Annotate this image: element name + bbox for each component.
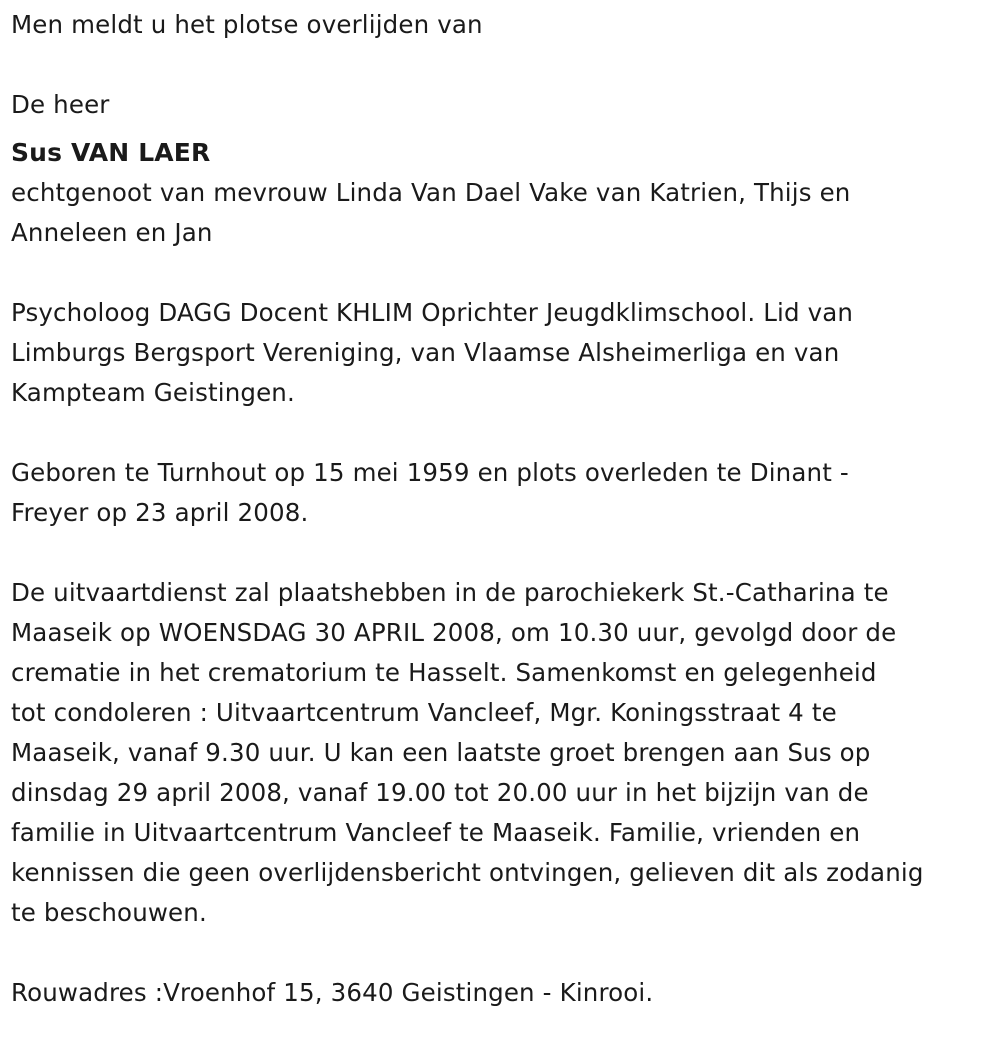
birth-death-line: Geboren te Turnhout op 15 mei 1959 en plots overleden te Dinant - [11, 458, 849, 487]
intro-text: Men meldt u het plotse overlijden van [11, 10, 483, 39]
funeral-line: De uitvaartdienst zal plaatshebben in de parochiekerk St.-Catharina te [11, 578, 889, 607]
funeral-line: kennissen die geen overlijdensbericht ontvingen, gelieven dit als zodanig [11, 858, 924, 887]
funeral-line: tot condoleren : Uitvaartcentrum Vancleef, Mgr. Koningsstraat 4 te [11, 698, 837, 727]
funeral-line: te beschouwen. [11, 898, 207, 927]
profession-line: Psycholoog DAGG Docent KHLIM Oprichter Jeugdklimschool. Lid van [11, 298, 854, 327]
family-line: echtgenoot van mevrouw Linda Van Dael Vake van Katrien, Thijs en [11, 178, 851, 207]
birth-death-paragraph [11, 453, 986, 533]
spacer [11, 125, 986, 133]
funeral-line: dinsdag 29 april 2008, vanaf 19.00 tot 20.00 uur in het bijzijn van de [11, 778, 869, 807]
title-prefix: De heer [11, 90, 110, 119]
deceased-name: Sus VAN LAER [11, 138, 211, 167]
birth-death-line: Freyer op 23 april 2008. [11, 498, 309, 527]
spacer [11, 933, 986, 973]
spacer [11, 45, 986, 85]
funeral-line: Maaseik, vanaf 9.30 uur. U kan een laatste groet brengen aan Sus op [11, 738, 871, 767]
funeral-paragraph [11, 573, 986, 933]
funeral-line: Maaseik op WOENSDAG 30 APRIL 2008, om 10.30 uur, gevolgd door de [11, 618, 897, 647]
death-notice [11, 5, 986, 1013]
family-paragraph [11, 173, 986, 253]
mourning-address: Rouwadres :Vroenhof 15, 3640 Geistingen - Kinrooi. [11, 978, 654, 1007]
profession-line: Limburgs Bergsport Vereniging, van Vlaamse Alsheimerliga en van [11, 338, 840, 367]
funeral-line: familie in Uitvaartcentrum Vancleef te Maaseik. Familie, vrienden en [11, 818, 861, 847]
spacer [11, 413, 986, 453]
spacer [11, 253, 986, 293]
profession-paragraph [11, 293, 986, 413]
profession-line: Kampteam Geistingen. [11, 378, 295, 407]
family-line: Anneleen en Jan [11, 218, 213, 247]
spacer [11, 533, 986, 573]
funeral-line: crematie in het crematorium te Hasselt. Samenkomst en gelegenheid [11, 658, 877, 687]
